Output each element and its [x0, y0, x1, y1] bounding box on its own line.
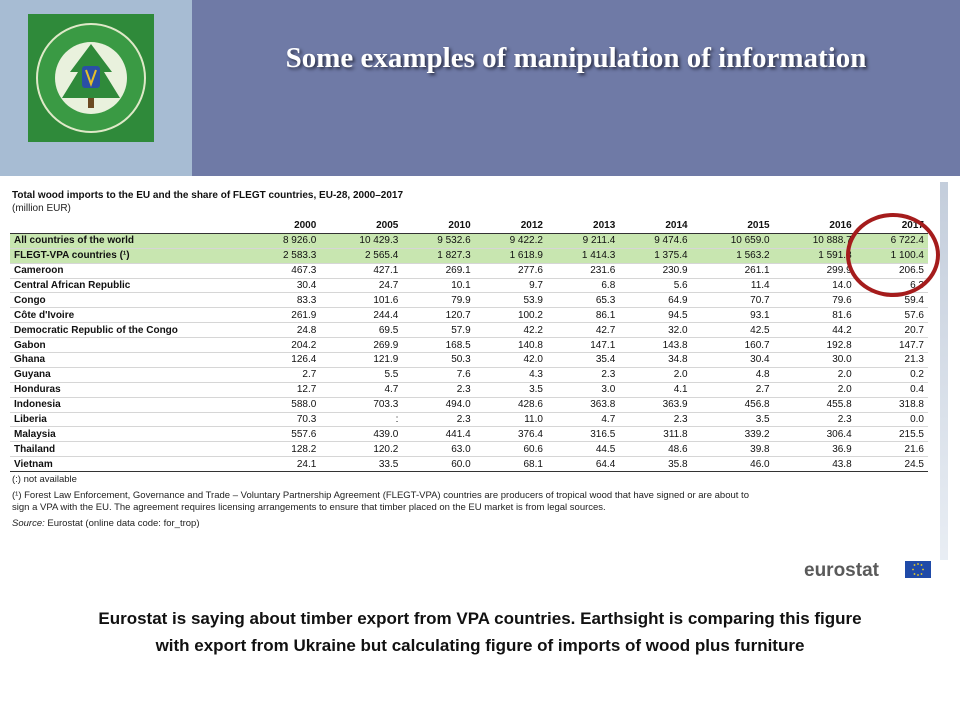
cell-value: 376.4: [475, 427, 547, 442]
cell-value: 2.3: [619, 412, 691, 427]
cell-value: 120.7: [402, 308, 474, 323]
cell-value: 57.9: [402, 323, 474, 338]
cell-value: 81.6: [774, 308, 856, 323]
cell-value: 86.1: [547, 308, 619, 323]
cell-value: 24.7: [320, 278, 402, 293]
col-header: 2017: [856, 219, 928, 233]
cell-value: 6 722.4: [856, 233, 928, 248]
cell-value: 121.9: [320, 353, 402, 368]
cell-value: 0.4: [856, 382, 928, 397]
cell-value: 703.3: [320, 397, 402, 412]
cell-value: 128.2: [248, 442, 320, 457]
cell-value: 2.0: [774, 382, 856, 397]
cell-value: 2 565.4: [320, 248, 402, 263]
cell-value: 4.3: [475, 367, 547, 382]
cell-value: 3.0: [547, 382, 619, 397]
col-header: 2014: [619, 219, 691, 233]
col-header: 2012: [475, 219, 547, 233]
cell-value: 93.1: [692, 308, 774, 323]
cell-value: 43.8: [774, 457, 856, 472]
row-label: Guyana: [10, 367, 248, 382]
cell-value: 4.8: [692, 367, 774, 382]
col-header: 2000: [248, 219, 320, 233]
cell-value: 44.2: [774, 323, 856, 338]
cell-value: 70.7: [692, 293, 774, 308]
table-row: [10, 427, 928, 442]
table-row: [10, 248, 928, 263]
cell-value: 231.6: [547, 263, 619, 278]
cell-value: 244.4: [320, 308, 402, 323]
cell-value: 30.4: [248, 278, 320, 293]
cell-value: 79.9: [402, 293, 474, 308]
table-header-row: [10, 219, 928, 233]
cell-value: 204.2: [248, 338, 320, 353]
caption-line-2: with export from Ukraine but calculating figure of imports of wood plus furniture: [155, 636, 805, 655]
source-text: Eurostat (online data code: for_trop): [47, 518, 200, 529]
cell-value: 363.9: [619, 397, 691, 412]
cell-value: 6.8: [547, 278, 619, 293]
cell-value: 311.8: [619, 427, 691, 442]
row-label: All countries of the world: [10, 233, 248, 248]
cell-value: 8 926.0: [248, 233, 320, 248]
cell-value: 53.9: [475, 293, 547, 308]
header-title-panel: [192, 0, 960, 176]
cell-value: 42.0: [475, 353, 547, 368]
cell-value: 339.2: [692, 427, 774, 442]
cell-value: 206.5: [856, 263, 928, 278]
row-label: Malaysia: [10, 427, 248, 442]
cell-value: 9 532.6: [402, 233, 474, 248]
cell-value: 2.3: [402, 412, 474, 427]
cell-value: 68.1: [475, 457, 547, 472]
caption-line-1: Eurostat is saying about timber export from VPA countries. Earthsight is comparing this figure: [98, 609, 862, 628]
cell-value: 4.1: [619, 382, 691, 397]
cell-value: 60.6: [475, 442, 547, 457]
table-row: [10, 308, 928, 323]
cell-value: 32.0: [619, 323, 691, 338]
cell-value: 11.0: [475, 412, 547, 427]
row-label: Thailand: [10, 442, 248, 457]
cell-value: 363.8: [547, 397, 619, 412]
cell-value: 11.4: [692, 278, 774, 293]
row-label: Honduras: [10, 382, 248, 397]
cell-value: 2.0: [774, 367, 856, 382]
cell-value: 588.0: [248, 397, 320, 412]
cell-value: 44.5: [547, 442, 619, 457]
cell-value: 0.2: [856, 367, 928, 382]
row-label: Côte d'Ivoire: [10, 308, 248, 323]
cell-value: 9.7: [475, 278, 547, 293]
table-row: [10, 263, 928, 278]
cell-value: 306.4: [774, 427, 856, 442]
cell-value: 30.4: [692, 353, 774, 368]
cell-value: 160.7: [692, 338, 774, 353]
cell-value: 24.1: [248, 457, 320, 472]
cell-value: 455.8: [774, 397, 856, 412]
cell-value: 5.5: [320, 367, 402, 382]
table-row: [10, 367, 928, 382]
cell-value: 318.8: [856, 397, 928, 412]
cell-value: 14.0: [774, 278, 856, 293]
cell-value: 42.2: [475, 323, 547, 338]
cell-value: 557.6: [248, 427, 320, 442]
table-row: [10, 397, 928, 412]
cell-value: 147.7: [856, 338, 928, 353]
cell-value: :: [320, 412, 402, 427]
row-label: Gabon: [10, 338, 248, 353]
cell-value: 299.9: [774, 263, 856, 278]
header-empty: [10, 219, 248, 233]
cell-value: 60.0: [402, 457, 474, 472]
cell-value: 39.8: [692, 442, 774, 457]
table-unit: (million EUR): [12, 203, 71, 214]
footnote: (¹) Forest Law Enforcement, Governance and Trade – Voluntary Partnership Agreement (FLEGT-VPA) countries are producers of tropical wood that have signed or are about to sign a VPA with the EU. The agreement requires licensing arrangements to ensure that timber placed on the EU market is from legal sources.: [12, 490, 749, 513]
col-header: 2005: [320, 219, 402, 233]
cell-value: 277.6: [475, 263, 547, 278]
note-not-available: (:) not available: [12, 474, 77, 485]
cell-value: 1 414.3: [547, 248, 619, 263]
highlight-circle: [846, 213, 940, 297]
cell-value: 5.6: [619, 278, 691, 293]
cell-value: 70.3: [248, 412, 320, 427]
col-header: 2015: [692, 219, 774, 233]
source-label: Source:: [12, 518, 45, 529]
cell-value: 4.7: [547, 412, 619, 427]
cell-value: 192.8: [774, 338, 856, 353]
cell-value: 3.5: [475, 382, 547, 397]
cell-value: 1 827.3: [402, 248, 474, 263]
cell-value: 59.4: [856, 293, 928, 308]
cell-value: 21.6: [856, 442, 928, 457]
cell-value: 10 429.3: [320, 233, 402, 248]
table-notes: [12, 474, 762, 530]
cell-value: 1 563.2: [692, 248, 774, 263]
side-accent-bar: [940, 182, 948, 560]
cell-value: 42.5: [692, 323, 774, 338]
imports-table: [10, 219, 928, 472]
cell-value: 2.7: [248, 367, 320, 382]
slide-title: Some examples of manipulation of information: [285, 42, 867, 74]
table-row: [10, 338, 928, 353]
table-row: [10, 278, 928, 293]
cell-value: 4.7: [320, 382, 402, 397]
cell-value: 50.3: [402, 353, 474, 368]
cell-value: 65.3: [547, 293, 619, 308]
table-row: [10, 293, 928, 308]
cell-value: 2.3: [402, 382, 474, 397]
cell-value: 2.7: [692, 382, 774, 397]
cell-value: 143.8: [619, 338, 691, 353]
table-row: [10, 233, 928, 248]
cell-value: 9 474.6: [619, 233, 691, 248]
cell-value: 24.5: [856, 457, 928, 472]
cell-value: 261.9: [248, 308, 320, 323]
row-label: FLEGT-VPA countries (¹): [10, 248, 248, 263]
agency-logo: [28, 14, 154, 142]
cell-value: 0.0: [856, 412, 928, 427]
row-label: Vietnam: [10, 457, 248, 472]
cell-value: 64.4: [547, 457, 619, 472]
cell-value: 42.7: [547, 323, 619, 338]
table-title: Total wood imports to the EU and the share of FLEGT countries, EU-28, 2000–2017: [12, 190, 404, 201]
col-header: 2010: [402, 219, 474, 233]
cell-value: 30.0: [774, 353, 856, 368]
cell-value: 10 659.0: [692, 233, 774, 248]
cell-value: 126.4: [248, 353, 320, 368]
cell-value: 494.0: [402, 397, 474, 412]
cell-value: 57.6: [856, 308, 928, 323]
cell-value: 2.0: [619, 367, 691, 382]
row-label: Liberia: [10, 412, 248, 427]
row-label: Indonesia: [10, 397, 248, 412]
cell-value: 94.5: [619, 308, 691, 323]
cell-value: 2.3: [774, 412, 856, 427]
cell-value: 46.0: [692, 457, 774, 472]
row-label: Democratic Republic of the Congo: [10, 323, 248, 338]
cell-value: 35.4: [547, 353, 619, 368]
cell-value: 215.5: [856, 427, 928, 442]
cell-value: 10.1: [402, 278, 474, 293]
cell-value: 21.3: [856, 353, 928, 368]
cell-value: 9 422.2: [475, 233, 547, 248]
cell-value: 36.9: [774, 442, 856, 457]
cell-value: 7.6: [402, 367, 474, 382]
table-row: [10, 412, 928, 427]
cell-value: 269.9: [320, 338, 402, 353]
cell-value: 33.5: [320, 457, 402, 472]
col-header: 2013: [547, 219, 619, 233]
cell-value: 427.1: [320, 263, 402, 278]
cell-value: 83.3: [248, 293, 320, 308]
cell-value: 9 211.4: [547, 233, 619, 248]
row-label: Central African Republic: [10, 278, 248, 293]
cell-value: 64.9: [619, 293, 691, 308]
cell-value: 269.1: [402, 263, 474, 278]
row-label: Cameroon: [10, 263, 248, 278]
table-row: [10, 382, 928, 397]
cell-value: 316.5: [547, 427, 619, 442]
cell-value: 24.8: [248, 323, 320, 338]
eu-flag-icon: [905, 561, 931, 578]
cell-value: 3.5: [692, 412, 774, 427]
cell-value: 441.4: [402, 427, 474, 442]
table-row: [10, 442, 928, 457]
cell-value: 79.6: [774, 293, 856, 308]
eurostat-logo: eurostat: [804, 560, 879, 581]
cell-value: 2.3: [547, 367, 619, 382]
table-row: [10, 457, 928, 472]
cell-value: 168.5: [402, 338, 474, 353]
table-row: [10, 323, 928, 338]
cell-value: 261.1: [692, 263, 774, 278]
cell-value: 48.6: [619, 442, 691, 457]
cell-value: 101.6: [320, 293, 402, 308]
cell-value: 6.3: [856, 278, 928, 293]
cell-value: 1 618.9: [475, 248, 547, 263]
cell-value: 456.8: [692, 397, 774, 412]
cell-value: 120.2: [320, 442, 402, 457]
table-row: [10, 353, 928, 368]
cell-value: 428.6: [475, 397, 547, 412]
cell-value: 63.0: [402, 442, 474, 457]
cell-value: 35.8: [619, 457, 691, 472]
cell-value: 69.5: [320, 323, 402, 338]
row-label: Ghana: [10, 353, 248, 368]
row-label: Congo: [10, 293, 248, 308]
slide-caption: [0, 605, 960, 659]
cell-value: 147.1: [547, 338, 619, 353]
cell-value: 34.8: [619, 353, 691, 368]
cell-value: 2 583.3: [248, 248, 320, 263]
cell-value: 140.8: [475, 338, 547, 353]
cell-value: 439.0: [320, 427, 402, 442]
cell-value: 100.2: [475, 308, 547, 323]
cell-value: 467.3: [248, 263, 320, 278]
cell-value: 230.9: [619, 263, 691, 278]
cell-value: 1 100.4: [856, 248, 928, 263]
cell-value: 10 888.7: [774, 233, 856, 248]
col-header: 2016: [774, 219, 856, 233]
cell-value: 1 375.4: [619, 248, 691, 263]
cell-value: 20.7: [856, 323, 928, 338]
cell-value: 1 591.3: [774, 248, 856, 263]
cell-value: 12.7: [248, 382, 320, 397]
